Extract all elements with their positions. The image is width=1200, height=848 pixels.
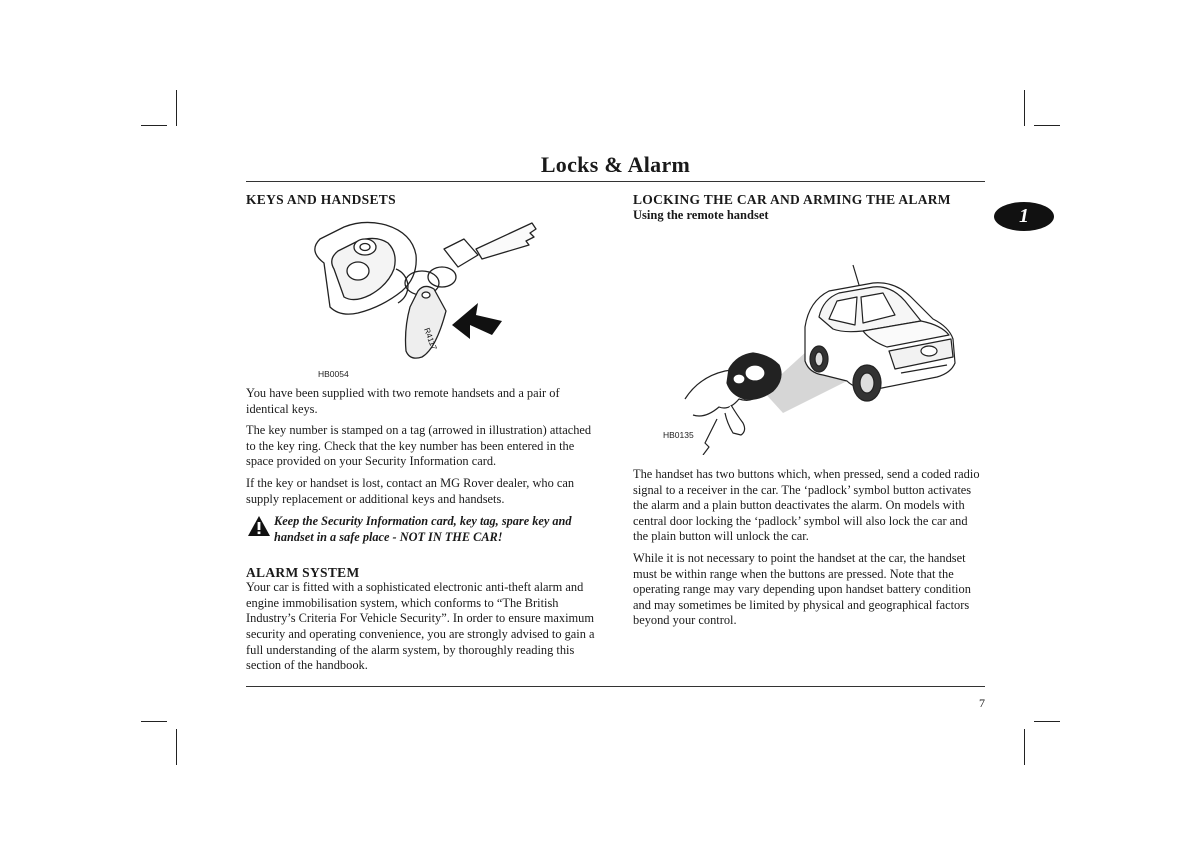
crop-mark — [141, 125, 167, 126]
locking-paragraph-2: While it is not necessary to point the handset at the car, the handset must be within range when the buttons are pressed. Note that the operating range may vary depending upon handset battery condition and may sometimes be limited by physical and geographical factors beyond your control. — [633, 550, 971, 628]
footer-rule — [246, 686, 985, 687]
locking-heading: LOCKING THE CAR AND ARMING THE ALARM — [633, 192, 951, 207]
crop-mark — [176, 729, 177, 765]
keys-figure-code: HB0054 — [318, 369, 349, 379]
crop-mark — [1024, 729, 1025, 765]
arrow-icon — [452, 303, 502, 339]
chapter-tab: 1 — [994, 202, 1054, 231]
keys-heading: KEYS AND HANDSETS — [246, 192, 396, 207]
alarm-heading: ALARM SYSTEM — [246, 565, 360, 581]
header-rule — [246, 181, 985, 182]
car-handset-illustration — [633, 223, 985, 455]
car-figure-code: HB0135 — [663, 430, 694, 440]
page-title: Locks & Alarm — [540, 152, 691, 177]
keys-figure — [246, 211, 596, 379]
warning-text: Keep the Security Information card, key tag, spare key and handset in a safe place - NOT IN THE CAR! — [274, 514, 572, 545]
crop-mark — [176, 90, 177, 126]
warning-icon — [246, 515, 272, 537]
alarm-paragraph: Your car is fitted with a sophisticated electronic anti-theft alarm and engine immobilisation system, which conforms to “The British Industry’s Criteria For Vehicle Security”. In order to ensure maximum security and operating convenience, you are strongly advised to gain a full understanding of the alarm system, by thoroughly reading this section of the handbook. — [246, 580, 595, 673]
crop-mark — [1024, 90, 1025, 126]
keys-paragraph-1: You have been supplied with two remote handsets and a pair of identical keys. — [246, 386, 560, 416]
crop-mark — [141, 721, 167, 722]
crop-mark — [1034, 125, 1060, 126]
left-column — [246, 192, 596, 680]
warning-note — [246, 513, 596, 545]
key-tag-number: R4117 — [422, 326, 439, 352]
car-figure — [633, 223, 985, 455]
locking-subheading: Using the remote handset — [633, 208, 769, 222]
locking-paragraph-1: The handset has two buttons which, when pressed, send a coded radio signal to a receiver in the car. The ‘padlock’ symbol button activates the alarm and a plain button deactivates the alarm. On models with central door locking the ‘padlock’ symbol will also lock the car and the plain button will unlock the car. — [633, 467, 980, 544]
keys-illustration — [246, 211, 596, 361]
right-column — [633, 192, 985, 635]
keys-paragraph-2: The key number is stamped on a tag (arrowed in illustration) attached to the key ring. Check that the key number has been entered in the space provided on your Security Information card. — [246, 423, 592, 469]
crop-mark — [1034, 721, 1060, 722]
keys-paragraph-3: If the key or handset is lost, contact an MG Rover dealer, who can supply replacement or additional keys and handsets. — [246, 475, 575, 506]
page-number: 7 — [979, 696, 985, 710]
